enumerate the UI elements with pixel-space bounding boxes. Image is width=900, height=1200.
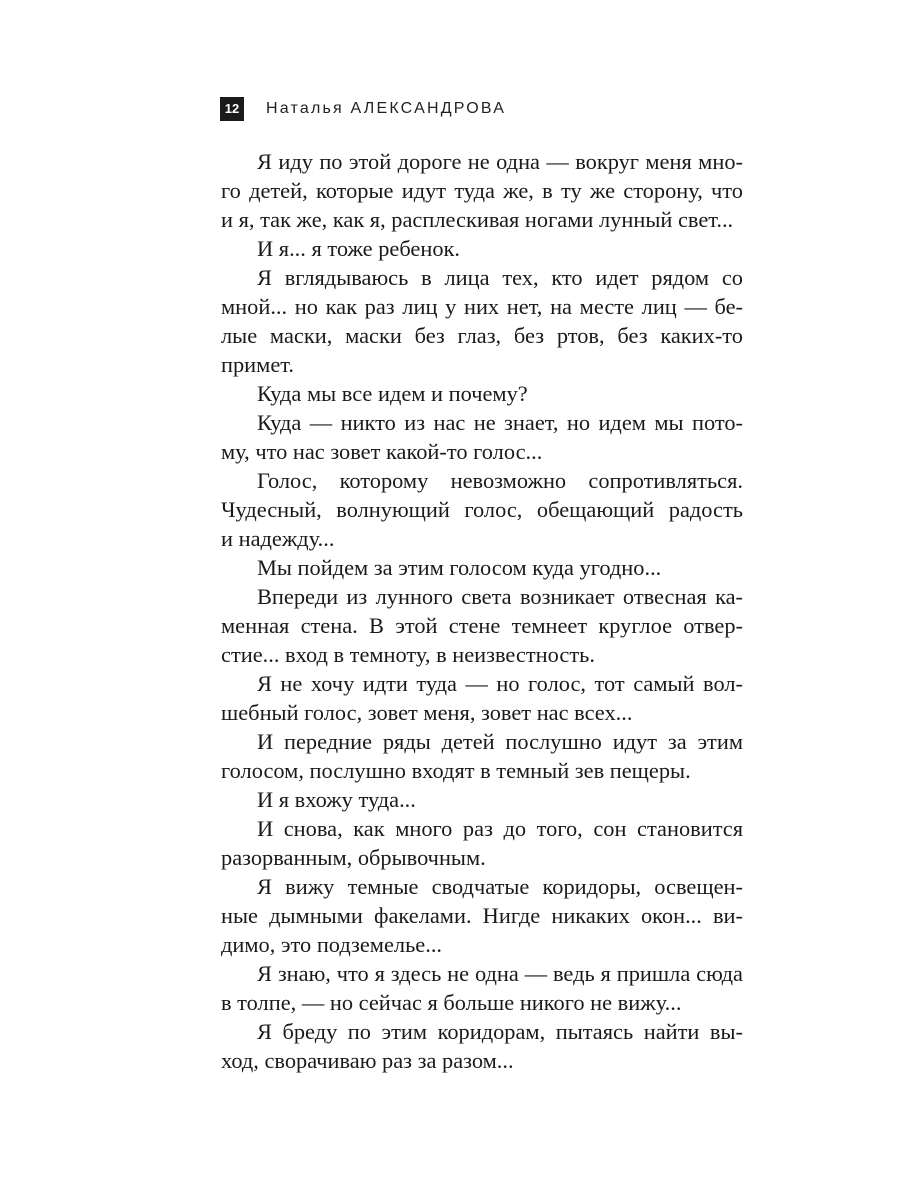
text-line: менная стена. В этой стене темнеет круглое отвер- — [221, 613, 743, 638]
text-line: голосом, послушно входят в темный зев пещеры. — [221, 758, 691, 783]
text-line: стие... вход в темноту, в неизвестность. — [221, 642, 595, 667]
running-head: Наталья АЛЕКСАНДРОВА — [266, 100, 507, 117]
text-line: И я вхожу туда... — [257, 787, 416, 812]
text-line: димо, это подземелье... — [221, 932, 443, 957]
text-line: Мы пойдем за этим голосом куда угодно... — [257, 555, 662, 580]
text-line: Голос, которому невозможно сопротивляться. — [257, 468, 743, 493]
text-line: Я бреду по этим коридорам, пытаясь найти вы- — [257, 1019, 743, 1044]
text-line: Я вижу темные сводчатые коридоры, освещен- — [257, 874, 743, 899]
body-text — [221, 147, 743, 1075]
text-line: Куда мы все идем и почему? — [257, 381, 528, 406]
text-line: Впереди из лунного света возникает отвесная ка- — [257, 584, 743, 609]
text-line: лые маски, маски без глаз, без ртов, без каких-то — [221, 323, 743, 348]
text-line: Я иду по этой дороге не одна — вокруг меня мно- — [257, 149, 743, 174]
text-line: и надежду... — [221, 526, 335, 551]
text-line: Я вглядываюсь в лица тех, кто идет рядом со — [257, 265, 743, 290]
text-line: ход, сворачиваю раз за разом... — [221, 1048, 514, 1073]
page-number: 12 — [220, 97, 244, 121]
text-line: И передние ряды детей послушно идут за этим — [257, 729, 743, 754]
text-line: И я... я тоже ребенок. — [257, 236, 461, 261]
text-line: шебный голос, зовет меня, зовет нас всех... — [221, 700, 633, 725]
text-line: му, что нас зовет какой-то голос... — [221, 439, 543, 464]
text-line: и я, так же, как я, расплескивая ногами лунный свет... — [221, 207, 734, 232]
text-line: Чудесный, волнующий голос, обещающий радость — [221, 497, 743, 522]
text-line: в толпе, — но сейчас я больше никого не вижу... — [221, 990, 682, 1015]
text-line: И снова, как много раз до того, сон становится — [257, 816, 743, 841]
text-line: Куда — никто из нас не знает, но идем мы пото- — [257, 410, 743, 435]
text-line: мной... но как раз лиц у них нет, на месте лиц — бе- — [221, 294, 743, 319]
text-line: го детей, которые идут туда же, в ту же сторону, что — [221, 178, 743, 203]
text-line: ные дымными факелами. Нигде никаких окон... ви- — [221, 903, 743, 928]
text-line: Я знаю, что я здесь не одна — ведь я пришла сюда — [257, 961, 743, 986]
text-line: разорванным, обрывочным. — [221, 845, 486, 870]
text-line: Я не хочу идти туда — но голос, тот самый вол- — [257, 671, 743, 696]
page-header — [220, 96, 506, 122]
text-line: примет. — [221, 352, 294, 377]
